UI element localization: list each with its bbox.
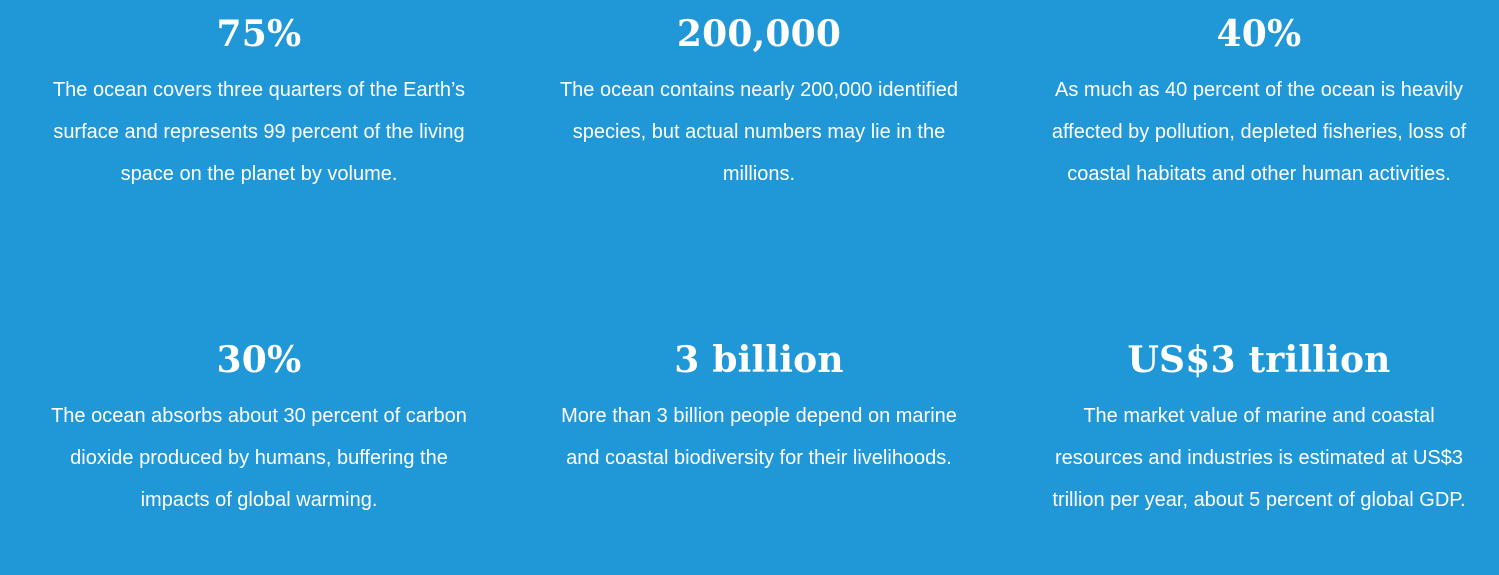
stat-description: The ocean contains nearly 200,000 identified species, but actual numbers may lie in the millions. — [559, 79, 959, 185]
stat-ocean-coverage — [39, 12, 479, 195]
stat-livelihoods — [539, 338, 979, 479]
stat-figure: 75% — [216, 13, 302, 55]
stat-figure: 200,000 — [676, 13, 842, 55]
stat-species-count — [539, 12, 979, 195]
stat-market-value — [1039, 338, 1479, 521]
stat-description: More than 3 billion people depend on marine and coastal biodiversity for their livelihoods. — [561, 405, 957, 469]
stat-carbon-absorption — [39, 338, 479, 521]
stat-description: As much as 40 percent of the ocean is heavily affected by pollution, depleted fisheries, loss of coastal habitats and other human activities. — [1051, 79, 1467, 185]
stat-description: The market value of marine and coastal resources and industries is estimated at US$3 trillion per year, about 5 percent of global GDP. — [1052, 405, 1466, 511]
stat-figure: 40% — [1216, 13, 1302, 55]
stat-description: The ocean absorbs about 30 percent of carbon dioxide produced by humans, buffering the impacts of global warming. — [51, 405, 467, 511]
stat-pollution-impact — [1039, 12, 1479, 195]
stat-figure: US$3 trillion — [1127, 339, 1391, 381]
stat-description: The ocean covers three quarters of the Earth’s surface and represents 99 percent of the living space on the planet by volume. — [52, 79, 466, 185]
stat-figure: 30% — [216, 339, 302, 381]
stat-figure: 3 billion — [674, 339, 844, 381]
